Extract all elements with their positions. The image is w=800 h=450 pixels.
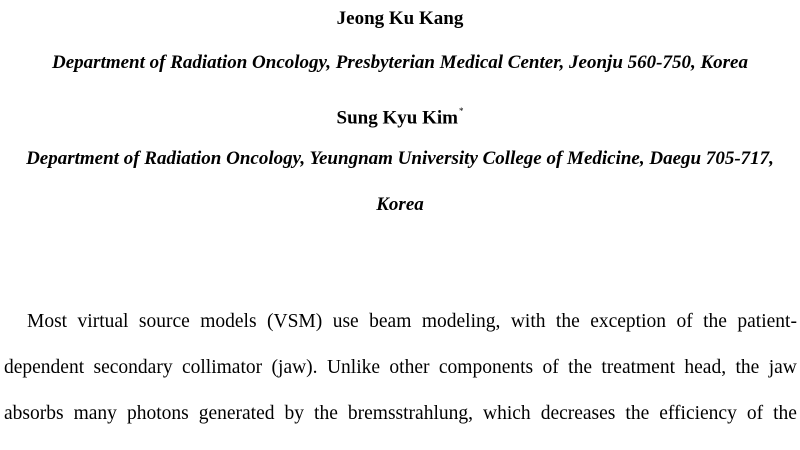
body-word: the: [735, 357, 760, 378]
affiliation-2-line-1: [0, 147, 800, 171]
body-word: by: [284, 403, 305, 424]
body-word: absorbs: [4, 403, 64, 424]
body-word: which: [483, 403, 531, 424]
body-word: the: [314, 403, 338, 424]
body-word: the: [555, 311, 580, 332]
body-word: many: [73, 403, 117, 424]
body-word: exception: [590, 311, 666, 332]
body-word: the: [568, 357, 592, 378]
body-line-2: [4, 356, 797, 380]
body-word: (jaw).: [271, 357, 318, 378]
body-line-3-text: [4, 402, 797, 426]
affiliation-1: [0, 51, 800, 75]
body-line-1: [27, 310, 797, 334]
body-word: components: [438, 357, 534, 378]
body-line-3: [4, 402, 797, 426]
body-word: jaw: [768, 357, 797, 378]
body-line-1-text: [27, 310, 797, 334]
body-word: generated: [198, 403, 275, 424]
body-word: the: [625, 403, 650, 424]
body-line-2-text: [4, 356, 797, 380]
body-word: (VSM): [267, 311, 323, 332]
corresponding-author-mark: *: [458, 106, 464, 116]
body-word: treatment: [601, 357, 676, 378]
body-word: decreases: [540, 403, 616, 424]
body-word: source: [138, 311, 190, 332]
body-word: of: [542, 357, 559, 378]
body-word: photons: [126, 403, 189, 424]
body-word: secondary: [93, 357, 173, 378]
body-word: Unlike: [326, 357, 381, 378]
body-word: beam: [369, 311, 412, 332]
author-name-2-text: Sung Kyu Kim: [336, 107, 458, 129]
body-word: virtual: [77, 311, 129, 332]
affiliation-2-line-2: [0, 193, 800, 217]
body-word: patient-: [737, 311, 797, 332]
affiliation-2-line-2-text: Korea: [376, 194, 424, 215]
body-word: modeling,: [421, 311, 501, 332]
body-word: Most: [27, 311, 68, 332]
body-word: with: [510, 311, 546, 332]
author-name-1-text: Jeong Ku Kang: [336, 8, 464, 29]
author-name-1: [0, 7, 800, 31]
body-word: dependent: [4, 357, 85, 378]
body-word: the: [703, 311, 727, 332]
body-word: the: [773, 403, 797, 424]
body-word: efficiency: [659, 403, 737, 424]
affiliation-2-line-1-text: Department of Radiation Oncology, Yeungnam University College of Medicine, Daegu 705-717,: [26, 148, 774, 169]
body-word: models: [200, 311, 257, 332]
body-word: head,: [684, 357, 727, 378]
body-word: collimator: [181, 357, 263, 378]
body-word: of: [746, 403, 764, 424]
body-word: of: [676, 311, 693, 332]
body-word: other: [389, 357, 430, 378]
body-word: use: [332, 311, 359, 332]
affiliation-1-text: Department of Radiation Oncology, Presbyterian Medical Center, Jeonju 560-750, Korea: [52, 52, 748, 73]
body-word: bremsstrahlung,: [347, 403, 473, 424]
author-name-2: [0, 101, 800, 130]
